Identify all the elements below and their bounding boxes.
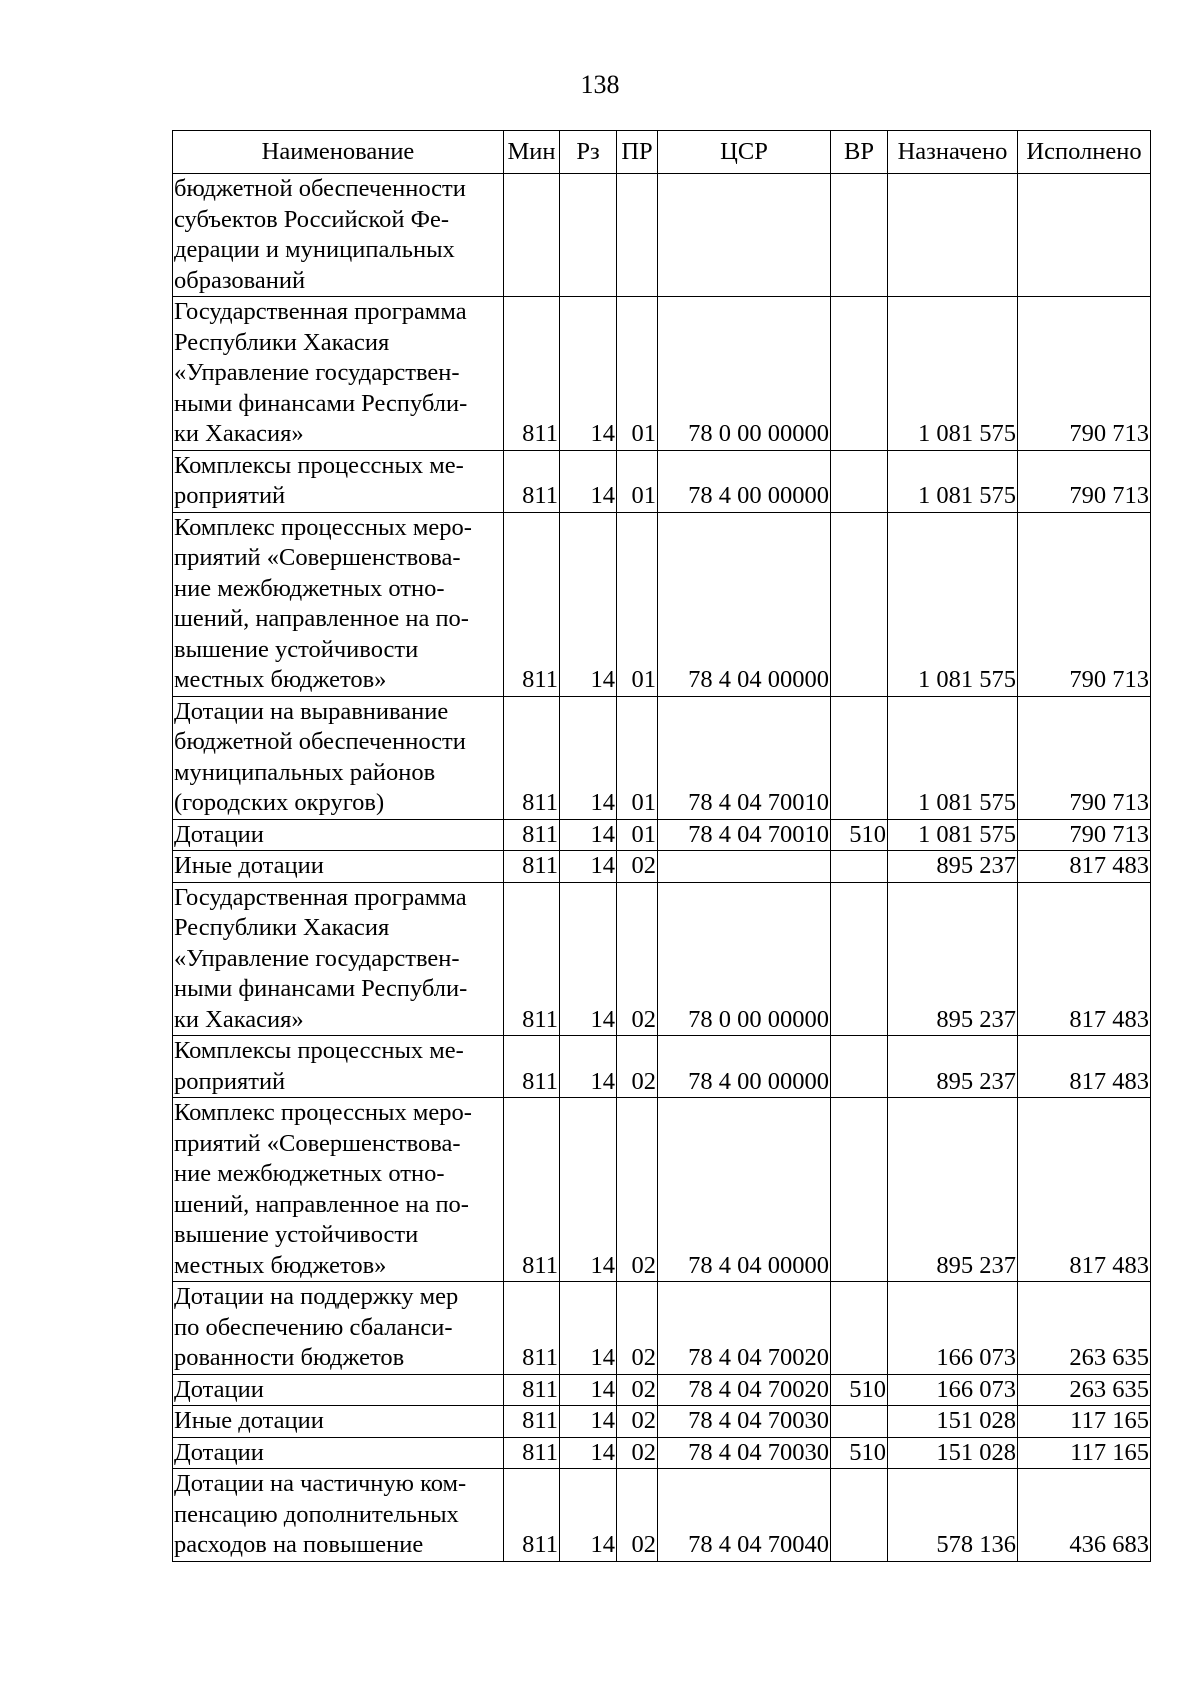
cell-pr: 01 [617,297,658,451]
cell-vr [831,1098,888,1282]
cell-executed: 117 165 [1018,1406,1151,1438]
table-row [173,696,1151,819]
cell-name [173,450,504,512]
budget-table [172,130,1151,1562]
cell-name [173,1374,504,1406]
cell-executed: 790 713 [1018,819,1151,851]
cell-name [173,1098,504,1282]
cell-min: 811 [504,1098,560,1282]
table-row [173,1374,1151,1406]
cell-vr [831,882,888,1036]
cell-pr: 01 [617,450,658,512]
cell-pr [617,174,658,297]
cell-executed: 790 713 [1018,450,1151,512]
cell-vr [831,512,888,696]
cell-min: 811 [504,696,560,819]
column-header-assigned: Назначено [888,131,1018,174]
cell-csr: 78 4 00 00000 [658,450,831,512]
cell-pr: 02 [617,1282,658,1375]
cell-assigned: 1 081 575 [888,819,1018,851]
cell-executed: 817 483 [1018,851,1151,883]
cell-name-line: Государственная программа [174,298,467,325]
cell-name-line: по обеспечению сбаланси- [174,1313,453,1341]
cell-name [173,174,504,297]
cell-name [173,1437,504,1469]
cell-name-line: ние межбюджетных отно- [174,1160,445,1187]
cell-name-line: Республики Хакасия [174,328,390,356]
cell-name-line: вышение устойчивости [174,1221,419,1248]
cell-csr: 78 0 00 00000 [658,297,831,451]
cell-name [173,1469,504,1562]
cell-name-line: субъектов Российской Фе- [174,205,450,233]
cell-name-line: Дотации [174,820,264,848]
cell-min: 811 [504,1469,560,1562]
cell-rz: 14 [560,882,617,1036]
cell-name-line: образований [174,266,306,294]
cell-csr: 78 4 04 70010 [658,696,831,819]
cell-name-line: расходов на повышение [174,1531,424,1558]
cell-name-line: роприятий [174,482,286,509]
cell-assigned [888,174,1018,297]
cell-min [504,174,560,297]
cell-name-line: Дотации на поддержку мер [174,1283,459,1310]
cell-name-line: шений, направленное на по- [174,1190,469,1218]
cell-name-line: Комплекс процессных меро- [174,513,472,541]
table-row [173,882,1151,1036]
cell-executed: 817 483 [1018,882,1151,1036]
cell-vr [831,1036,888,1098]
cell-csr: 78 4 04 70030 [658,1406,831,1438]
cell-name-line: Республики Хакасия [174,914,390,941]
cell-executed: 117 165 [1018,1437,1151,1469]
cell-name-line: ние межбюджетных отно- [174,574,445,602]
table-row [173,1469,1151,1562]
cell-csr: 78 4 04 70010 [658,819,831,851]
cell-name-line: Иные дотации [174,1407,324,1434]
cell-pr: 02 [617,1437,658,1469]
cell-name-line: Государственная программа [174,883,467,911]
cell-name-line: шений, направленное на по- [174,605,469,632]
cell-csr: 78 4 00 00000 [658,1036,831,1098]
cell-vr: 510 [831,819,888,851]
cell-rz: 14 [560,1437,617,1469]
cell-min: 811 [504,1437,560,1469]
cell-assigned: 578 136 [888,1469,1018,1562]
cell-name-line: роприятий [174,1067,286,1095]
table-header-row [173,131,1151,174]
cell-pr: 02 [617,1374,658,1406]
cell-rz: 14 [560,1036,617,1098]
cell-csr: 78 4 04 70020 [658,1282,831,1375]
table-row [173,297,1151,451]
table-row [173,1437,1151,1469]
cell-name [173,882,504,1036]
cell-min: 811 [504,512,560,696]
cell-rz: 14 [560,819,617,851]
cell-executed: 790 713 [1018,297,1151,451]
cell-vr: 510 [831,1437,888,1469]
cell-min: 811 [504,851,560,883]
table-row [173,450,1151,512]
cell-executed: 436 683 [1018,1469,1151,1562]
cell-min: 811 [504,1036,560,1098]
cell-name-line: ки Хакасия» [174,1005,304,1033]
cell-pr: 01 [617,512,658,696]
cell-rz: 14 [560,696,617,819]
cell-name-line: Дотации [174,1438,264,1466]
cell-name [173,512,504,696]
cell-name [173,297,504,451]
table-row [173,1282,1151,1375]
cell-rz [560,174,617,297]
column-header-min: Мин [504,131,560,174]
cell-csr: 78 4 04 70040 [658,1469,831,1562]
table-row [173,819,1151,851]
cell-assigned: 151 028 [888,1437,1018,1469]
cell-vr [831,1406,888,1438]
cell-name-line: Дотации на выравнивание [174,697,449,725]
cell-name-line: муниципальных районов [174,758,436,786]
cell-executed: 817 483 [1018,1036,1151,1098]
cell-vr [831,696,888,819]
cell-rz: 14 [560,1469,617,1562]
cell-executed: 263 635 [1018,1374,1151,1406]
cell-name [173,1282,504,1375]
cell-vr [831,174,888,297]
cell-min: 811 [504,1406,560,1438]
cell-name [173,696,504,819]
cell-rz: 14 [560,1374,617,1406]
column-header-vr: ВР [831,131,888,174]
column-header-rz: Рз [560,131,617,174]
cell-vr [831,1282,888,1375]
cell-pr: 02 [617,1469,658,1562]
cell-name-line: ными финансами Республи- [174,389,468,417]
cell-pr: 02 [617,882,658,1036]
column-header-executed: Исполнено [1018,131,1151,174]
cell-name-line: Комплексы процессных ме- [174,1037,464,1064]
cell-pr: 02 [617,1036,658,1098]
cell-assigned: 895 237 [888,851,1018,883]
cell-name-line: бюджетной обеспеченности [174,175,466,202]
cell-pr: 02 [617,1098,658,1282]
cell-min: 811 [504,819,560,851]
cell-assigned: 166 073 [888,1282,1018,1375]
cell-name-line: приятий «Совершенствова- [174,1129,461,1157]
table-row [173,174,1151,297]
cell-csr: 78 4 04 70030 [658,1437,831,1469]
cell-rz: 14 [560,851,617,883]
cell-name-line: рованности бюджетов [174,1344,405,1371]
cell-csr: 78 4 04 00000 [658,1098,831,1282]
cell-csr: 78 4 04 70020 [658,1374,831,1406]
cell-name-line: местных бюджетов» [174,1251,387,1279]
cell-rz: 14 [560,1282,617,1375]
cell-csr [658,174,831,297]
cell-rz: 14 [560,1098,617,1282]
cell-min: 811 [504,1282,560,1375]
cell-name-line: «Управление государствен- [174,359,460,386]
cell-assigned: 895 237 [888,1036,1018,1098]
table-row [173,512,1151,696]
cell-executed: 790 713 [1018,512,1151,696]
cell-min: 811 [504,297,560,451]
cell-vr [831,297,888,451]
cell-assigned: 151 028 [888,1406,1018,1438]
cell-name [173,851,504,883]
cell-vr: 510 [831,1374,888,1406]
cell-pr: 01 [617,819,658,851]
cell-name-line: пенсацию дополнительных [174,1500,459,1528]
cell-name-line: дерации и муниципальных [174,236,455,263]
cell-rz: 14 [560,512,617,696]
page-number: 138 [580,70,620,99]
cell-executed: 817 483 [1018,1098,1151,1282]
cell-vr [831,851,888,883]
cell-assigned: 1 081 575 [888,297,1018,451]
cell-min: 811 [504,882,560,1036]
cell-executed: 790 713 [1018,696,1151,819]
cell-pr: 02 [617,851,658,883]
cell-csr: 78 0 00 00000 [658,882,831,1036]
cell-csr [658,851,831,883]
column-header-name: Наименование [173,131,504,174]
cell-vr [831,1469,888,1562]
cell-pr: 02 [617,1406,658,1438]
cell-csr: 78 4 04 00000 [658,512,831,696]
cell-name-line: Иные дотации [174,852,324,879]
table-row [173,1406,1151,1438]
cell-name-line: Дотации на частичную ком- [174,1470,467,1497]
cell-executed [1018,174,1151,297]
cell-name-line: «Управление государствен- [174,944,460,972]
cell-name-line: Комплекс процессных меро- [174,1099,472,1126]
cell-pr: 01 [617,696,658,819]
cell-name [173,819,504,851]
cell-rz: 14 [560,450,617,512]
cell-name-line: Комплексы процессных ме- [174,451,464,479]
cell-executed: 263 635 [1018,1282,1151,1375]
cell-name-line: приятий «Совершенствова- [174,544,461,571]
table-row [173,1036,1151,1098]
cell-assigned: 1 081 575 [888,696,1018,819]
cell-assigned: 166 073 [888,1374,1018,1406]
column-header-csr: ЦСР [658,131,831,174]
cell-name-line: местных бюджетов» [174,666,387,693]
cell-min: 811 [504,450,560,512]
cell-vr [831,450,888,512]
cell-name-line: ными финансами Республи- [174,975,468,1002]
cell-assigned: 895 237 [888,1098,1018,1282]
cell-assigned: 895 237 [888,882,1018,1036]
cell-name-line: вышение устойчивости [174,635,419,663]
column-header-pr: ПР [617,131,658,174]
cell-min: 811 [504,1374,560,1406]
cell-name-line: бюджетной обеспеченности [174,728,466,755]
cell-name-line: Дотации [174,1375,264,1403]
table-row [173,851,1151,883]
cell-name [173,1406,504,1438]
table-row [173,1098,1151,1282]
table-body [173,174,1151,1562]
cell-name [173,1036,504,1098]
cell-name-line: (городских округов) [174,789,385,816]
cell-rz: 14 [560,297,617,451]
cell-name-line: ки Хакасия» [174,420,304,447]
cell-assigned: 1 081 575 [888,450,1018,512]
cell-assigned: 1 081 575 [888,512,1018,696]
cell-rz: 14 [560,1406,617,1438]
